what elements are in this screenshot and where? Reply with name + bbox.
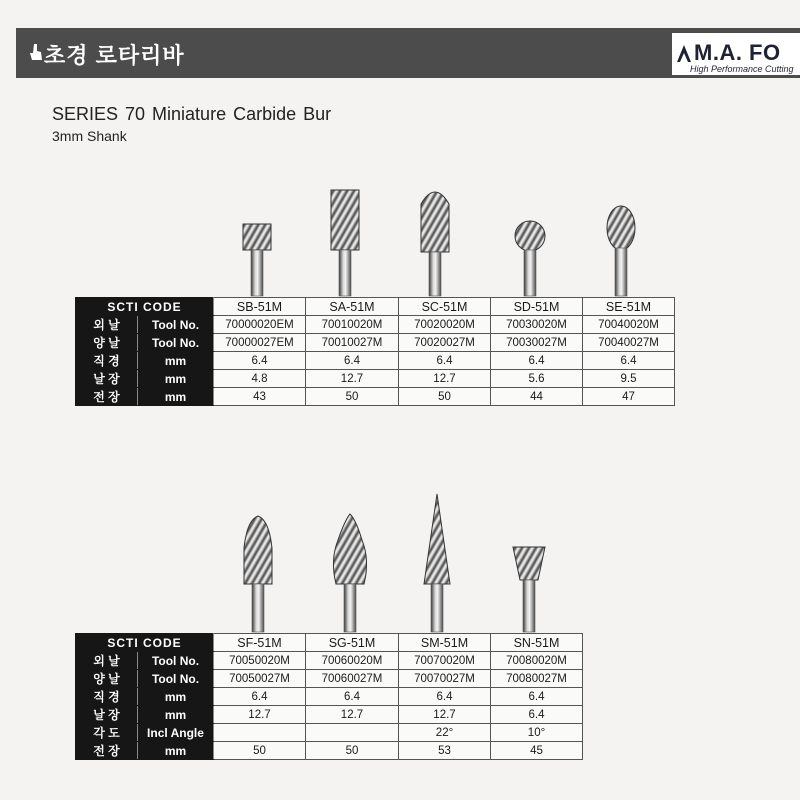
code-header: SCTI CODE (76, 634, 214, 652)
table-cell: 70080027M (491, 670, 583, 688)
model-cell: SN-51M (491, 634, 583, 652)
brand-name: M.A. FO (694, 40, 781, 65)
row-key: 외 날 (76, 316, 138, 334)
table-cell: 70060027M (306, 670, 399, 688)
row-key: 전 장 (76, 388, 138, 406)
table-header-row (76, 298, 675, 316)
brand-tagline: High Performance Cutting (690, 64, 794, 74)
table-cell: 10° (491, 724, 583, 742)
table-cell: 12.7 (399, 370, 491, 388)
spec-table-1 (75, 297, 675, 406)
cylinder-end-cut-bur-image (243, 224, 271, 296)
table-cell: 50 (214, 742, 306, 760)
model-cell: SC-51M (399, 298, 491, 316)
table-cell: 50 (306, 742, 399, 760)
table-cell: 70030020M (491, 316, 583, 334)
row-key: 각 도 (76, 724, 138, 742)
model-cell: SB-51M (214, 298, 306, 316)
table-cell: 4.8 (214, 370, 306, 388)
table-cell: 12.7 (306, 370, 399, 388)
tree-pointed-bur-image (244, 516, 272, 632)
table-cell: 5.6 (491, 370, 583, 388)
row-unit: mm (138, 388, 214, 406)
table-cell: 70000020EM (214, 316, 306, 334)
table-row (76, 724, 583, 742)
table-cell: 12.7 (306, 706, 399, 724)
oval-bur-image (607, 206, 635, 296)
ball-bur-image (515, 221, 545, 296)
table-cell: 12.7 (214, 706, 306, 724)
table-cell: 70070020M (399, 652, 491, 670)
table-row (76, 742, 583, 760)
table-cell: 43 (214, 388, 306, 406)
model-cell: SD-51M (491, 298, 583, 316)
row-key: 양 날 (76, 334, 138, 352)
table-row (76, 706, 583, 724)
cone-pointed-bur-image (424, 494, 450, 632)
row-unit: mm (138, 706, 214, 724)
table-cell: 70010027M (306, 334, 399, 352)
table-cell: 70050027M (214, 670, 306, 688)
table-cell: 50 (306, 388, 399, 406)
model-cell: SE-51M (583, 298, 675, 316)
row-key: 양 날 (76, 670, 138, 688)
row-key: 외 날 (76, 652, 138, 670)
spec-table-2 (75, 633, 583, 760)
series-title: SERIES 70 Miniature Carbide Bur (52, 104, 332, 124)
table-cell: 6.4 (306, 688, 399, 706)
table-cell (306, 724, 399, 742)
table-header-row (76, 634, 583, 652)
model-cell: SM-51M (399, 634, 491, 652)
table-cell: 6.4 (214, 688, 306, 706)
row-unit: Tool No. (138, 652, 214, 670)
model-cell: SA-51M (306, 298, 399, 316)
table-cell: 70000027EM (214, 334, 306, 352)
row-unit: Tool No. (138, 334, 214, 352)
table-row (76, 370, 675, 388)
table-cell: 6.4 (491, 706, 583, 724)
table-row (76, 652, 583, 670)
model-cell: SF-51M (214, 634, 306, 652)
code-header: SCTI CODE (76, 298, 214, 316)
series-subtitle: 3mm Shank (52, 128, 127, 144)
table-cell: 6.4 (399, 688, 491, 706)
table-cell: 70080020M (491, 652, 583, 670)
ball-nose-cylinder-bur-image (421, 192, 449, 296)
table-row (76, 388, 675, 406)
table-row (76, 334, 675, 352)
table-cell: 6.4 (306, 352, 399, 370)
table-row (76, 670, 583, 688)
table-cell: 12.7 (399, 706, 491, 724)
table-row (76, 688, 583, 706)
table-cell: 70070027M (399, 670, 491, 688)
table-cell: 44 (491, 388, 583, 406)
table-cell: 70040027M (583, 334, 675, 352)
table-cell: 6.4 (583, 352, 675, 370)
table-cell: 6.4 (491, 688, 583, 706)
table-row (76, 316, 675, 334)
table-cell: 6.4 (214, 352, 306, 370)
row-unit: Incl Angle (138, 724, 214, 742)
model-cell: SG-51M (306, 634, 399, 652)
table-cell (214, 724, 306, 742)
row-key: 전 장 (76, 742, 138, 760)
row-unit: Tool No. (138, 670, 214, 688)
cylinder-bur-image (331, 190, 359, 296)
row-key: 직 경 (76, 352, 138, 370)
inverted-cone-bur-image (513, 547, 545, 632)
table-row (76, 352, 675, 370)
table-cell: 47 (583, 388, 675, 406)
table-cell: 50 (399, 388, 491, 406)
table-cell: 70020020M (399, 316, 491, 334)
table-cell: 70050020M (214, 652, 306, 670)
row-unit: mm (138, 370, 214, 388)
table-cell: 70010020M (306, 316, 399, 334)
row-unit: mm (138, 352, 214, 370)
table-cell: 70030027M (491, 334, 583, 352)
row-unit: mm (138, 688, 214, 706)
table-cell: 70040020M (583, 316, 675, 334)
table-cell: 9.5 (583, 370, 675, 388)
row-unit: Tool No. (138, 316, 214, 334)
table-cell: 6.4 (491, 352, 583, 370)
row-key: 날 장 (76, 370, 138, 388)
table-cell: 6.4 (399, 352, 491, 370)
row-key: 직 경 (76, 688, 138, 706)
row-key: 날 장 (76, 706, 138, 724)
table-cell: 45 (491, 742, 583, 760)
table-cell: 70020027M (399, 334, 491, 352)
table-cell: 53 (399, 742, 491, 760)
row-unit: mm (138, 742, 214, 760)
flame-bur-image (333, 514, 366, 632)
table-cell: 70060020M (306, 652, 399, 670)
table-cell: 22° (399, 724, 491, 742)
page-title: 초경 로타리바 (44, 43, 185, 68)
